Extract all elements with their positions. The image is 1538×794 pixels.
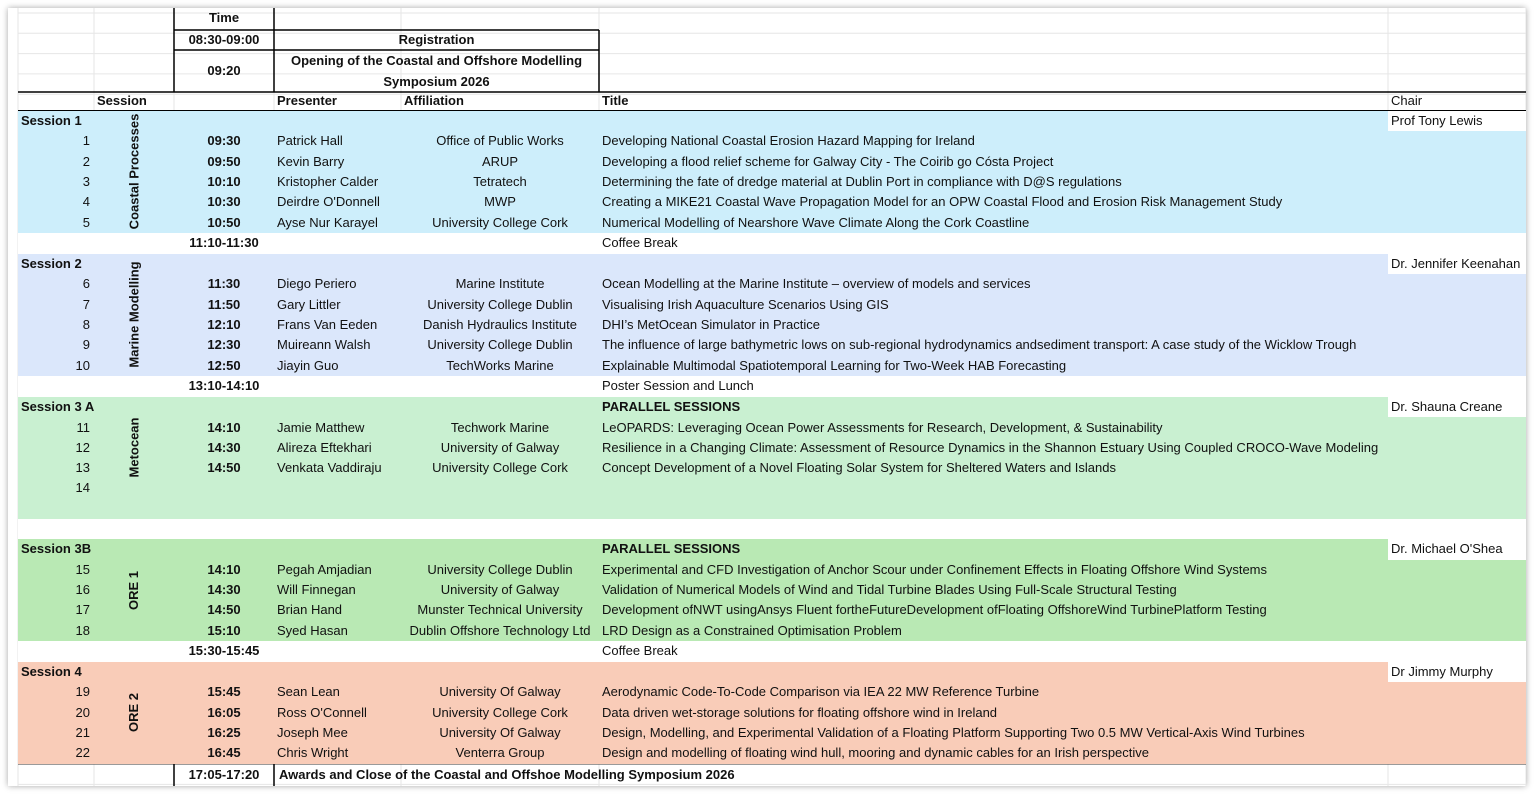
- talk-presenter[interactable]: Ayse Nur Karayel: [277, 214, 378, 230]
- session-chair[interactable]: Dr Jimmy Murphy: [1388, 662, 1526, 682]
- col-affiliation-header[interactable]: Affiliation: [404, 93, 464, 109]
- talk-affiliation[interactable]: University College Dublin: [427, 296, 573, 312]
- talk-time[interactable]: 12:50: [207, 357, 241, 373]
- talk-time[interactable]: [174, 478, 274, 498]
- talk-affiliation[interactable]: University of Galway: [440, 439, 560, 455]
- talk-title[interactable]: Validation of Numerical Models of Wind and Tidal Turbine Blades Using Full-Scale Structural Testing: [602, 581, 1177, 597]
- talk-affiliation[interactable]: Danish Hydraulics Institute: [423, 317, 577, 332]
- talk-presenter[interactable]: Jiayin Guo: [277, 357, 339, 373]
- talk-affiliation[interactable]: University College Dublin: [427, 337, 573, 353]
- registration-time[interactable]: 08:30-09:00: [188, 31, 260, 47]
- session-theme: [94, 254, 174, 376]
- talk-title[interactable]: Developing a flood relief scheme for Galway City - The Coirib go Cósta Project: [602, 153, 1054, 169]
- talk-title[interactable]: Design, Modelling, and Experimental Validation of a Floating Platform Supporting Two 0.5 MW Vertical-Axis Wind Turbines: [602, 725, 1305, 740]
- spacer-band: [18, 519, 1526, 539]
- session-chair[interactable]: Prof Tony Lewis: [1388, 111, 1526, 131]
- talk-presenter[interactable]: Joseph Mee: [277, 725, 348, 740]
- break-label[interactable]: Coffee Break: [602, 235, 678, 251]
- talk-affiliation[interactable]: Office of Public Works: [436, 133, 564, 149]
- talk-affiliation[interactable]: [401, 478, 599, 498]
- talk-number[interactable]: 15: [75, 561, 90, 577]
- talk-number[interactable]: 2: [82, 153, 90, 169]
- talk-title[interactable]: Resilience in a Changing Climate: Assessment of Resource Dynamics in the Shannon Estuary Using Coupled CROCO-Wave Modeling: [602, 439, 1379, 455]
- session-chair[interactable]: Dr. Jennifer Keenahan: [1388, 254, 1526, 274]
- talk-affiliation[interactable]: Techwork Marine: [450, 419, 550, 435]
- talk-time[interactable]: 16:25: [207, 725, 241, 740]
- talk-number[interactable]: 14: [75, 480, 90, 496]
- session-theme-label: Marine Modelling: [126, 261, 142, 369]
- talk-presenter[interactable]: Brian Hand: [277, 602, 343, 618]
- talk-number[interactable]: 7: [82, 296, 90, 312]
- talk-number[interactable]: 4: [82, 194, 90, 210]
- talk-presenter[interactable]: Diego Periero: [277, 276, 357, 292]
- talk-number[interactable]: 22: [75, 745, 90, 761]
- talk-affiliation[interactable]: Tetratech: [473, 173, 527, 189]
- break-time[interactable]: 15:30-15:45: [188, 643, 260, 659]
- talk-time[interactable]: 15:10: [207, 622, 241, 638]
- talk-number[interactable]: 1: [82, 133, 90, 149]
- closing-time[interactable]: 17:05-17:20: [188, 766, 260, 782]
- opening-time[interactable]: 09:20: [207, 62, 241, 78]
- talk-title[interactable]: Design and modelling of floating wind hull, mooring and dynamic cables for an Irish perspective: [602, 745, 1150, 761]
- session-note[interactable]: PARALLEL SESSIONS: [602, 399, 741, 415]
- col-session-header[interactable]: Session: [97, 93, 147, 109]
- talk-time[interactable]: 15:45: [207, 684, 241, 700]
- talk-title[interactable]: LRD Design as a Constrained Optimisation Problem: [602, 622, 902, 638]
- talk-time[interactable]: 14:10: [207, 419, 241, 435]
- talk-title[interactable]: Developing National Coastal Erosion Hazard Mapping for Ireland: [602, 133, 975, 149]
- session-theme: [94, 397, 174, 499]
- opening-label[interactable]: Opening of the Coastal and Offshore Modelling Symposium 2026: [290, 53, 583, 89]
- talk-title[interactable]: [599, 478, 1388, 498]
- closing-label[interactable]: Awards and Close of the Coastal and Offshoe Modelling Symposium 2026: [279, 766, 735, 782]
- talk-time[interactable]: 14:10: [207, 561, 241, 577]
- talk-time[interactable]: 10:10: [207, 173, 241, 189]
- talk-title[interactable]: Determining the fate of dredge material at Dublin Port in compliance with D@S regulations: [602, 173, 1122, 189]
- talk-time[interactable]: 12:30: [207, 337, 241, 353]
- talk-presenter[interactable]: Deirdre O'Donnell: [277, 194, 380, 210]
- session-theme-label: Metocean: [126, 417, 142, 478]
- talk-presenter[interactable]: Syed Hasan: [277, 622, 348, 638]
- talk-affiliation[interactable]: University College Cork: [432, 460, 568, 476]
- talk-time[interactable]: 14:50: [207, 602, 241, 618]
- talk-number[interactable]: 19: [75, 684, 90, 700]
- talk-presenter[interactable]: Gary Littler: [277, 296, 341, 312]
- talk-title[interactable]: Creating a MIKE21 Coastal Wave Propagation Model for an OPW Coastal Flood and Erosion Risk Management Study: [602, 194, 1283, 210]
- talk-title[interactable]: Concept Development of a Novel Floating Solar System for Sheltered Waters and Islands: [602, 460, 1116, 476]
- talk-presenter[interactable]: Patrick Hall: [277, 133, 343, 149]
- talk-time[interactable]: 14:30: [207, 439, 241, 455]
- session-theme: [94, 662, 174, 764]
- talk-time[interactable]: 10:30: [207, 194, 241, 210]
- talk-time[interactable]: 11:50: [207, 296, 241, 312]
- talk-number[interactable]: 9: [82, 337, 90, 353]
- talk-presenter[interactable]: Kevin Barry: [277, 153, 345, 169]
- talk-affiliation[interactable]: Munster Technical University: [417, 602, 583, 618]
- break-label[interactable]: Poster Session and Lunch: [602, 378, 754, 394]
- session-theme: [94, 539, 174, 641]
- talk-presenter[interactable]: Jamie Matthew: [277, 419, 365, 435]
- talk-affiliation[interactable]: University of Galway: [440, 581, 560, 597]
- talk-title[interactable]: LeOPARDS: Leveraging Ocean Power Assessments for Research, Development, & Sustainability: [602, 419, 1163, 435]
- talk-number[interactable]: 20: [75, 704, 90, 720]
- registration-label[interactable]: Registration: [398, 31, 475, 47]
- time-header[interactable]: Time: [208, 9, 240, 25]
- talk-presenter[interactable]: Sean Lean: [277, 684, 340, 700]
- session-label[interactable]: Session 3B: [21, 541, 92, 557]
- break-time[interactable]: 13:10-14:10: [188, 378, 260, 394]
- talk-title[interactable]: DHI’s MetOcean Simulator in Practice: [602, 317, 820, 332]
- talk-affiliation[interactable]: University College Dublin: [427, 561, 573, 577]
- screenshot-frame: [8, 8, 1526, 786]
- talk-affiliation[interactable]: University Of Galway: [439, 684, 561, 700]
- talk-affiliation[interactable]: University College Cork: [432, 704, 568, 720]
- talk-time[interactable]: 16:05: [207, 704, 241, 720]
- talk-presenter[interactable]: Frans Van Eeden: [277, 317, 378, 332]
- talk-presenter[interactable]: Pegah Amjadian: [277, 561, 372, 577]
- talk-time[interactable]: 11:30: [207, 276, 241, 292]
- talk-number[interactable]: 12: [75, 439, 90, 455]
- session-chair[interactable]: Dr. Shauna Creane: [1388, 397, 1526, 417]
- talk-presenter[interactable]: [274, 478, 401, 498]
- talk-title[interactable]: Explainable Multimodal Spatiotemporal Learning for Two-Week HAB Forecasting: [602, 357, 1067, 373]
- break-label[interactable]: Coffee Break: [602, 643, 678, 659]
- talk-title[interactable]: Visualising Irish Aquaculture Scenarios Using GIS: [602, 296, 889, 312]
- session-theme-label: ORE 1: [126, 570, 142, 610]
- talk-presenter[interactable]: Kristopher Calder: [277, 173, 379, 189]
- talk-number[interactable]: 6: [82, 276, 90, 292]
- talk-number[interactable]: 18: [75, 622, 90, 638]
- col-chair-header[interactable]: Chair: [1391, 93, 1423, 109]
- session-theme-label: ORE 2: [126, 693, 142, 733]
- talk-affiliation[interactable]: TechWorks Marine: [446, 357, 554, 373]
- talk-affiliation[interactable]: University College Cork: [432, 214, 568, 230]
- talk-presenter[interactable]: Ross O'Connell: [277, 704, 367, 720]
- talk-time[interactable]: 12:10: [207, 317, 241, 332]
- talk-time[interactable]: 14:50: [207, 460, 241, 476]
- talk-number[interactable]: 3: [82, 173, 90, 189]
- talk-number[interactable]: 17: [75, 602, 90, 618]
- talk-time[interactable]: 09:30: [207, 133, 241, 149]
- talk-affiliation[interactable]: Dublin Offshore Technology Ltd: [409, 622, 591, 638]
- talk-number[interactable]: 5: [82, 214, 90, 230]
- spreadsheet: [8, 8, 1526, 786]
- col-presenter-header[interactable]: Presenter: [277, 93, 337, 109]
- talk-title[interactable]: Data driven wet-storage solutions for floating offshore wind in Ireland: [602, 704, 998, 720]
- talk-time[interactable]: 09:50: [207, 153, 241, 169]
- talk-time[interactable]: 10:50: [207, 214, 241, 230]
- talk-number[interactable]: 10: [75, 357, 90, 373]
- talk-presenter[interactable]: Alireza Eftekhari: [277, 439, 372, 455]
- talk-title[interactable]: Numerical Modelling of Nearshore Wave Climate Along the Cork Coastline: [602, 214, 1030, 230]
- talk-presenter[interactable]: Chris Wright: [277, 745, 349, 761]
- talk-title[interactable]: The influence of large bathymetric lows on sub-regional hydrodynamics andsediment transport: A case study of the Wicklow Trough: [602, 337, 1357, 353]
- session-label[interactable]: Session 3 A: [21, 399, 95, 415]
- talk-number[interactable]: 21: [75, 725, 90, 740]
- talk-number[interactable]: 13: [75, 460, 90, 476]
- talk-presenter[interactable]: Will Finnegan: [277, 581, 356, 597]
- talk-affiliation[interactable]: University Of Galway: [439, 725, 561, 740]
- talk-title[interactable]: Experimental and CFD Investigation of Anchor Scour under Confinement Effects in Floating Offshore Wind Systems: [602, 561, 1268, 577]
- talk-number[interactable]: 11: [76, 419, 90, 435]
- col-title-header[interactable]: Title: [602, 93, 629, 109]
- talk-affiliation[interactable]: Marine Institute: [455, 276, 545, 292]
- talk-number[interactable]: 16: [75, 581, 90, 597]
- session-theme-label: Coastal Processes: [126, 114, 142, 230]
- session-label[interactable]: Session 4: [21, 664, 82, 680]
- talk-presenter[interactable]: Muireann Walsh: [277, 337, 371, 353]
- talk-affiliation[interactable]: MWP: [484, 194, 516, 210]
- talk-number[interactable]: 8: [82, 317, 90, 332]
- talk-title[interactable]: Ocean Modelling at the Marine Institute – overview of models and services: [602, 276, 1031, 292]
- session-theme: [94, 111, 174, 233]
- talk-time[interactable]: 14:30: [207, 581, 241, 597]
- talk-time[interactable]: 16:45: [207, 745, 241, 761]
- talk-affiliation[interactable]: Venterra Group: [455, 745, 545, 761]
- talk-title[interactable]: Aerodynamic Code-To-Code Comparison via IEA 22 MW Reference Turbine: [602, 684, 1040, 700]
- talk-title[interactable]: Development ofNWT usingAnsys Fluent fortheFutureDevelopment ofFloating OffshoreWind TurbinePlatform Testing: [602, 602, 1267, 618]
- session-note[interactable]: PARALLEL SESSIONS: [602, 541, 741, 557]
- talk-affiliation[interactable]: ARUP: [481, 153, 519, 169]
- break-time[interactable]: 11:10-11:30: [189, 235, 259, 251]
- session-chair[interactable]: Dr. Michael O'Shea: [1388, 539, 1526, 559]
- schedule-grid: [8, 8, 1526, 786]
- talk-presenter[interactable]: Venkata Vaddiraju: [277, 460, 382, 476]
- session-label[interactable]: Session 2: [21, 256, 82, 272]
- session-label[interactable]: Session 1: [21, 113, 82, 128]
